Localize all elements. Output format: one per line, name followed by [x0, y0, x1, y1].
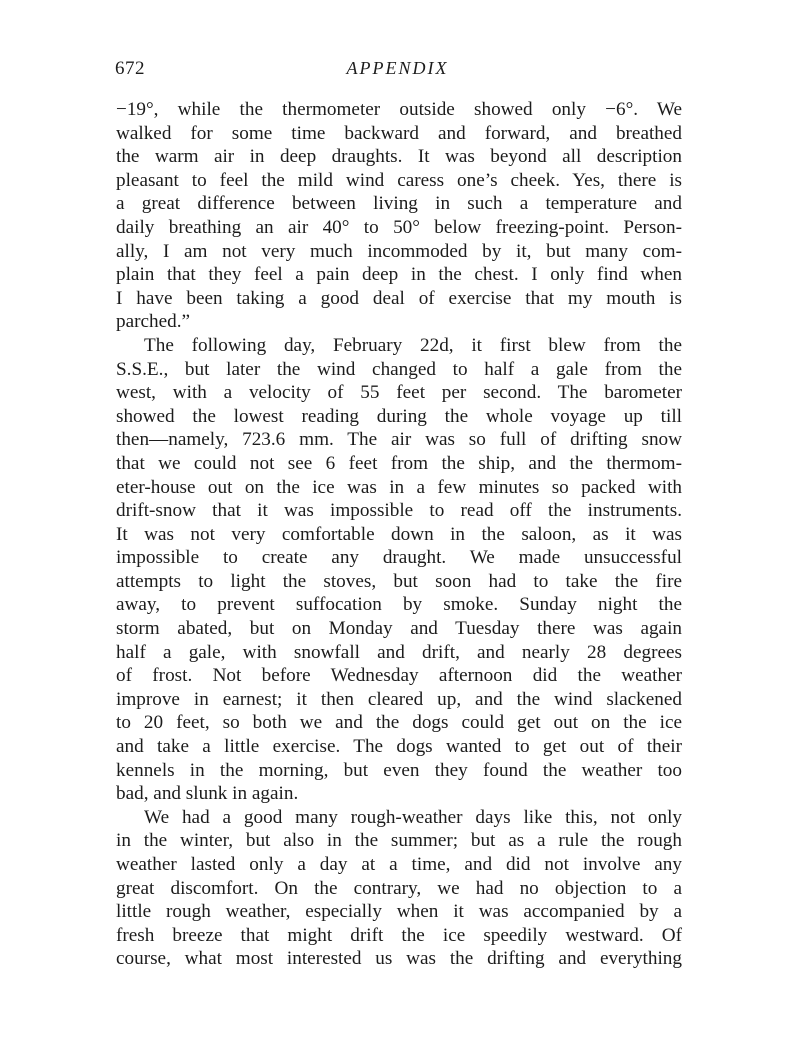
text-line: plain that they feel a pain deep in the chest. I only find when	[116, 264, 682, 286]
text-line: west, with a velocity of 55 feet per second. The barometer	[116, 382, 682, 404]
text-line: that we could not see 6 feet from the ship, and the thermom-	[116, 452, 682, 474]
text-line: We had a good many rough-weather days like this, not only	[144, 806, 682, 828]
paragraph	[116, 806, 682, 971]
text-line: weather lasted only a day at a time, and did not involve any	[116, 854, 682, 875]
text-line: drift-snow that it was impossible to read off the instruments.	[116, 500, 682, 522]
text-line: a great difference between living in such a temperature and	[116, 193, 682, 215]
text-line: impossible to create any draught. We made unsuccessful	[116, 547, 682, 569]
text-line: −19°, while the thermometer outside showed only −6°. We	[116, 99, 682, 120]
text-line: walked for some time backward and forward, and breathed	[116, 122, 682, 144]
text-line: in the winter, but also in the summer; but as a rule the rough	[116, 830, 682, 852]
body-text	[116, 98, 682, 971]
text-line: great discomfort. On the contrary, we had no objection to a	[116, 877, 682, 899]
text-line: then—namely, 723.6 mm. The air was so full of drifting snow	[116, 429, 682, 451]
text-line: to 20 feet, so both we and the dogs could get out on the ice	[116, 712, 682, 734]
text-line: storm abated, but on Monday and Tuesday there was again	[116, 618, 682, 640]
text-line: kennels in the morning, but even they found the weather too	[116, 759, 682, 781]
running-head: APPENDIX	[346, 58, 449, 78]
text-line: away, to prevent suffocation by smoke. Sunday night the	[116, 594, 682, 616]
text-line: ally, I am not very much incommoded by it, but many com-	[116, 240, 682, 262]
text-line: pleasant to feel the mild wind caress one’s cheek. Yes, there is	[116, 169, 682, 191]
text-line: bad, and slunk in again.	[116, 783, 299, 805]
text-line: eter-house out on the ice was in a few minutes so packed with	[116, 476, 682, 498]
paragraph	[116, 334, 682, 806]
text-line: daily breathing an air 40° to 50° below freezing-point. Person-	[116, 216, 682, 238]
text-line: S.S.E., but later the wind changed to half a gale from the	[116, 358, 682, 380]
page-header	[115, 58, 680, 84]
text-line: showed the lowest reading during the whole voyage up till	[116, 405, 682, 427]
page-number: 672	[115, 58, 145, 79]
paragraph	[116, 98, 682, 334]
text-line: the warm air in deep draughts. It was beyond all description	[116, 146, 682, 168]
text-line: improve in earnest; it then cleared up, and the wind slackened	[116, 688, 682, 710]
text-line: course, what most interested us was the drifting and everything	[116, 948, 682, 970]
text-line: fresh breeze that might drift the ice speedily westward. Of	[116, 924, 682, 946]
text-line: of frost. Not before Wednesday afternoon did the weather	[116, 665, 682, 687]
text-line: parched.”	[116, 311, 191, 333]
text-line: I have been taking a good deal of exercise that my mouth is	[116, 287, 682, 309]
text-line: half a gale, with snowfall and drift, and nearly 28 degrees	[116, 641, 682, 663]
text-line: The following day, February 22d, it first blew from the	[144, 334, 682, 356]
text-line: and take a little exercise. The dogs wanted to get out of their	[116, 736, 682, 758]
text-line: It was not very comfortable down in the saloon, as it was	[116, 523, 682, 545]
text-line: attempts to light the stoves, but soon had to take the fire	[116, 570, 682, 592]
text-line: little rough weather, especially when it was accompanied by a	[116, 901, 682, 923]
